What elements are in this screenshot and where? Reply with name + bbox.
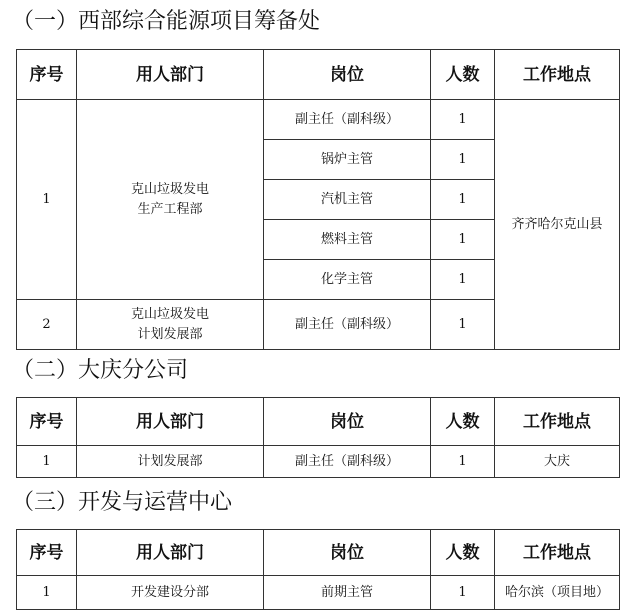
dept-cell xyxy=(77,100,264,300)
post-cell: 化学主管 xyxy=(264,260,431,300)
header-no: 序号 xyxy=(17,50,77,100)
count-cell: 1 xyxy=(431,446,495,478)
post-cell: 前期主管 xyxy=(264,576,431,610)
header-dept: 用人部门 xyxy=(77,530,264,576)
header-count: 人数 xyxy=(431,50,495,100)
post-cell: 锅炉主管 xyxy=(264,140,431,180)
location-cell: 哈尔滨（项目地） xyxy=(495,576,620,610)
table-row xyxy=(17,576,620,610)
post-cell: 副主任（副科级） xyxy=(264,300,431,350)
header-dept: 用人部门 xyxy=(77,50,264,100)
header-count: 人数 xyxy=(431,398,495,446)
count-cell: 1 xyxy=(431,180,495,220)
dept-line: 生产工程部 xyxy=(137,201,203,217)
post-cell: 副主任（副科级） xyxy=(264,446,431,478)
job-table-2 xyxy=(16,397,620,478)
table-row xyxy=(17,446,620,478)
section-title-2: （二）大庆分公司 xyxy=(12,358,189,383)
post-cell: 汽机主管 xyxy=(264,180,431,220)
location-cell: 大庆 xyxy=(495,446,620,478)
section-title-3: （三）开发与运营中心 xyxy=(12,490,233,515)
dept-cell: 开发建设分部 xyxy=(77,576,264,610)
location-cell: 齐齐哈尔克山县 xyxy=(495,100,620,350)
dept-cell xyxy=(77,300,264,350)
header-dept: 用人部门 xyxy=(77,398,264,446)
row-no: 2 xyxy=(17,300,77,350)
header-location: 工作地点 xyxy=(495,398,620,446)
table-header-row xyxy=(17,398,620,446)
table-header-row xyxy=(17,50,620,100)
count-cell: 1 xyxy=(431,576,495,610)
header-no: 序号 xyxy=(17,530,77,576)
header-post: 岗位 xyxy=(264,398,431,446)
table-header-row xyxy=(17,530,620,576)
header-location: 工作地点 xyxy=(495,530,620,576)
header-no: 序号 xyxy=(17,398,77,446)
dept-cell: 计划发展部 xyxy=(77,446,264,478)
header-post: 岗位 xyxy=(264,50,431,100)
section-title-1: （一）西部综合能源项目筹备处 xyxy=(12,9,321,34)
dept-line: 克山垃圾发电 xyxy=(130,306,209,322)
header-location: 工作地点 xyxy=(495,50,620,100)
job-table-1 xyxy=(16,49,620,350)
header-post: 岗位 xyxy=(264,530,431,576)
count-cell: 1 xyxy=(431,300,495,350)
count-cell: 1 xyxy=(431,140,495,180)
row-no: 1 xyxy=(17,446,77,478)
row-no: 1 xyxy=(17,576,77,610)
count-cell: 1 xyxy=(431,100,495,140)
header-count: 人数 xyxy=(431,530,495,576)
count-cell: 1 xyxy=(431,220,495,260)
row-no: 1 xyxy=(17,100,77,300)
post-cell: 燃料主管 xyxy=(264,220,431,260)
dept-line: 克山垃圾发电 xyxy=(130,181,209,197)
table-row xyxy=(17,100,620,140)
dept-line: 计划发展部 xyxy=(137,326,203,342)
post-cell: 副主任（副科级） xyxy=(264,100,431,140)
job-table-3 xyxy=(16,529,620,610)
count-cell: 1 xyxy=(431,260,495,300)
